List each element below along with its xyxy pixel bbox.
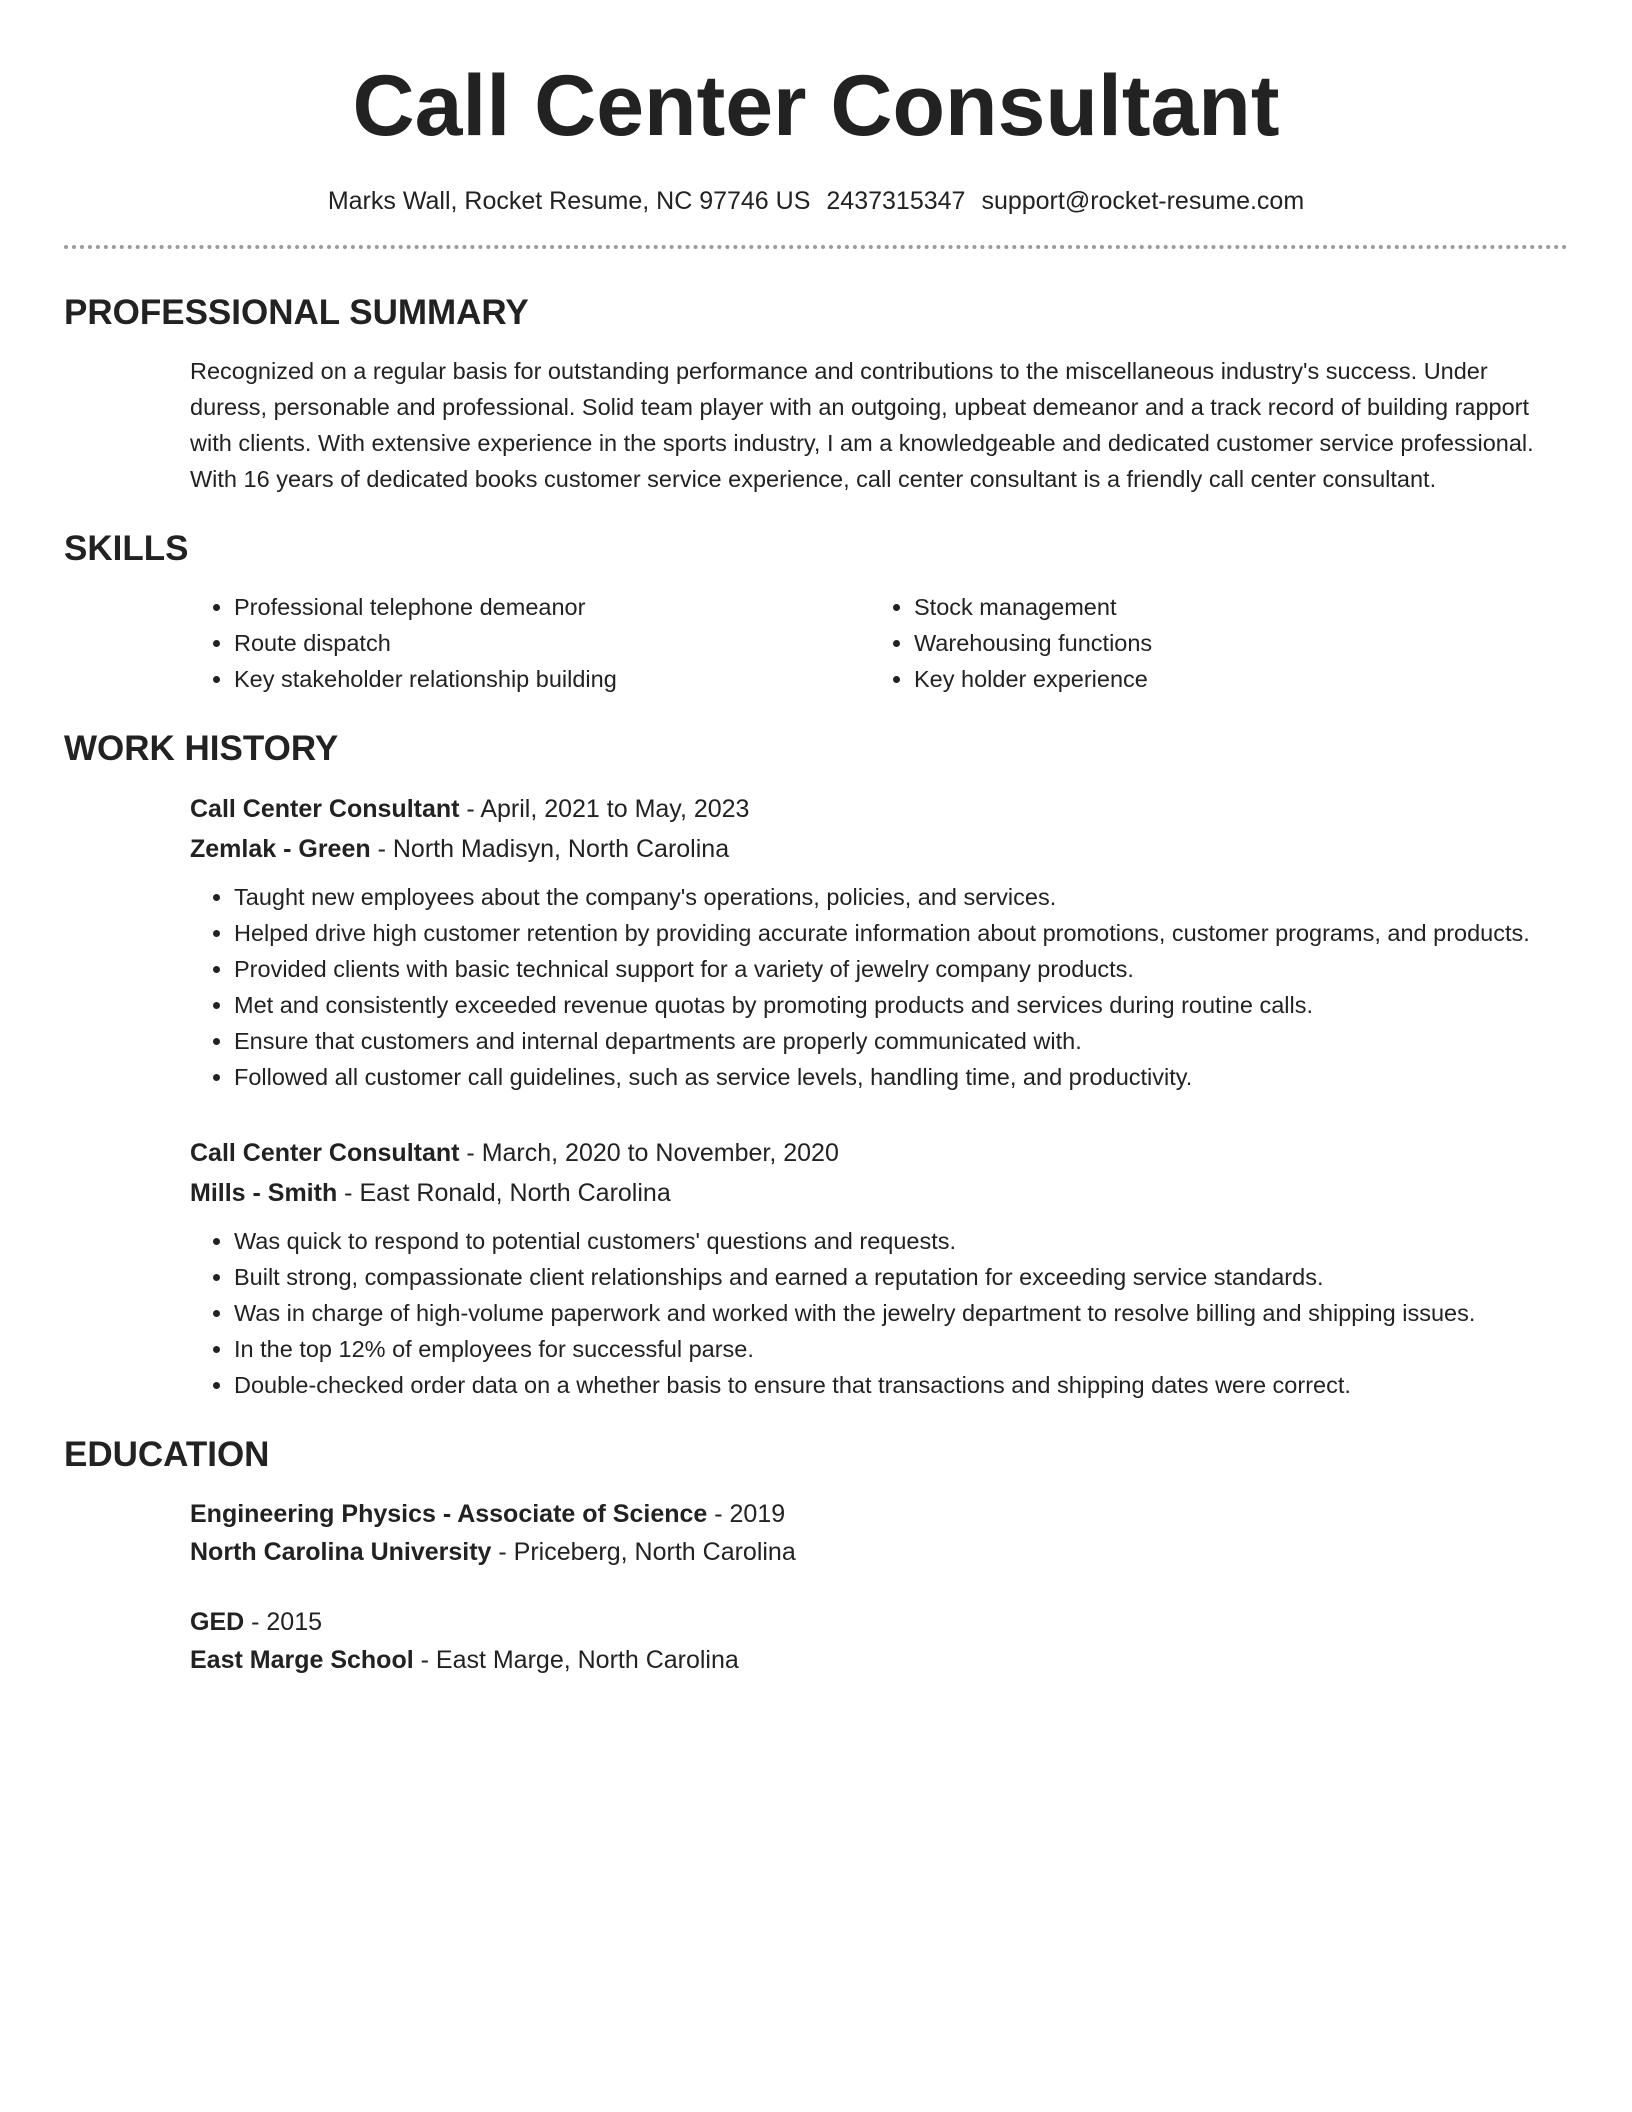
- skills-list-right: [870, 589, 1550, 697]
- education-degree: Engineering Physics - Associate of Science: [190, 1500, 708, 1528]
- job-bullet: • Taught new employees about the company's operations, policies, and services.: [234, 879, 1568, 915]
- job-bullet: • Met and consistently exceeded revenue quotas by promoting products and services during routine calls.: [234, 987, 1568, 1023]
- education-school: North Carolina University: [190, 1538, 492, 1566]
- education-entry: [190, 1495, 1568, 1571]
- job-bullet: • Was quick to respond to potential customers' questions and requests.: [234, 1223, 1568, 1259]
- section-title-summary: PROFESSIONAL SUMMARY: [64, 293, 529, 332]
- job-company: Zemlak - Green: [190, 835, 371, 863]
- education-school: East Marge School: [190, 1646, 414, 1674]
- education-school-line: [190, 1641, 1568, 1679]
- education-degree-line: [190, 1603, 1568, 1641]
- contact-email: support@rocket-resume.com: [981, 187, 1305, 215]
- job-dates: - April, 2021 to May, 2023: [459, 795, 750, 823]
- job-entry: [190, 1133, 1568, 1403]
- section-title-skills: SKILLS: [64, 529, 189, 568]
- job-bullet: • Ensure that customers and internal departments are properly communicated with.: [234, 1023, 1568, 1059]
- header-divider: [64, 245, 1568, 249]
- education-year: - 2015: [244, 1608, 323, 1636]
- job-bullet: • Built strong, compassionate client relationships and earned a reputation for exceeding service standards.: [234, 1259, 1568, 1295]
- job-role: Call Center Consultant: [190, 1139, 460, 1167]
- job-bullets: [190, 1223, 1568, 1403]
- job-bullet: • Was in charge of high-volume paperwork and worked with the jewelry department to resolve billing and shipping issues.: [234, 1295, 1568, 1331]
- job-bullet: • Helped drive high customer retention by providing accurate information about promotions, customer programs, and products.: [234, 915, 1568, 951]
- summary-text: Recognized on a regular basis for outstanding performance and contributions to the miscellaneous industry's success. Under duress, personable and professional. Solid team player with an outgoing, upbeat demeanor and a track record of building rapport with clients. With extensive experience in the sports industry, I am a knowledgeable and dedicated customer service professional. With 16 years of dedicated books customer service experience, call center consultant is a friendly call center consultant.: [190, 358, 1534, 492]
- job-bullets: [190, 879, 1568, 1095]
- contact-phone: 2437315347: [826, 187, 966, 215]
- job-role: Call Center Consultant: [190, 795, 460, 823]
- education-entry: [190, 1603, 1568, 1679]
- skill-item: • Key holder experience: [914, 661, 1550, 697]
- education-location: - Priceberg, North Carolina: [491, 1538, 796, 1566]
- section-title-work-history: WORK HISTORY: [64, 729, 339, 768]
- skills-grid: [190, 589, 1568, 697]
- education-location: - East Marge, North Carolina: [413, 1646, 739, 1674]
- job-bullet: • In the top 12% of employees for successful parse.: [234, 1331, 1568, 1367]
- education-year: - 2019: [707, 1500, 786, 1528]
- job-location: - East Ronald, North Carolina: [337, 1179, 671, 1207]
- job-title-line: [190, 789, 1568, 829]
- job-company-line: [190, 1173, 1568, 1213]
- job-entry: [190, 789, 1568, 1095]
- skill-item: • Key stakeholder relationship building: [234, 661, 870, 697]
- contact-address: Marks Wall, Rocket Resume, NC 97746 US: [327, 187, 811, 215]
- job-location: - North Madisyn, North Carolina: [370, 835, 730, 863]
- job-bullet: • Provided clients with basic technical support for a variety of jewelry company products.: [234, 951, 1568, 987]
- candidate-name: Call Center Consultant: [352, 58, 1280, 154]
- contact-line: [64, 183, 1568, 219]
- skills-list-left: [190, 589, 870, 697]
- education-degree-line: [190, 1495, 1568, 1533]
- job-title-line: [190, 1133, 1568, 1173]
- education-school-line: [190, 1533, 1568, 1571]
- job-company-line: [190, 829, 1568, 869]
- section-title-education: EDUCATION: [64, 1435, 270, 1474]
- job-company: Mills - Smith: [190, 1179, 338, 1207]
- education-degree: GED: [190, 1608, 245, 1636]
- job-bullet: • Followed all customer call guidelines, such as service levels, handling time, and productivity.: [234, 1059, 1568, 1095]
- job-dates: - March, 2020 to November, 2020: [459, 1139, 839, 1167]
- skill-item: • Stock management: [914, 589, 1550, 625]
- skill-item: • Route dispatch: [234, 625, 870, 661]
- skill-item: • Professional telephone demeanor: [234, 589, 870, 625]
- job-bullet: • Double-checked order data on a whether basis to ensure that transactions and shipping dates were correct.: [234, 1367, 1568, 1403]
- skill-item: • Warehousing functions: [914, 625, 1550, 661]
